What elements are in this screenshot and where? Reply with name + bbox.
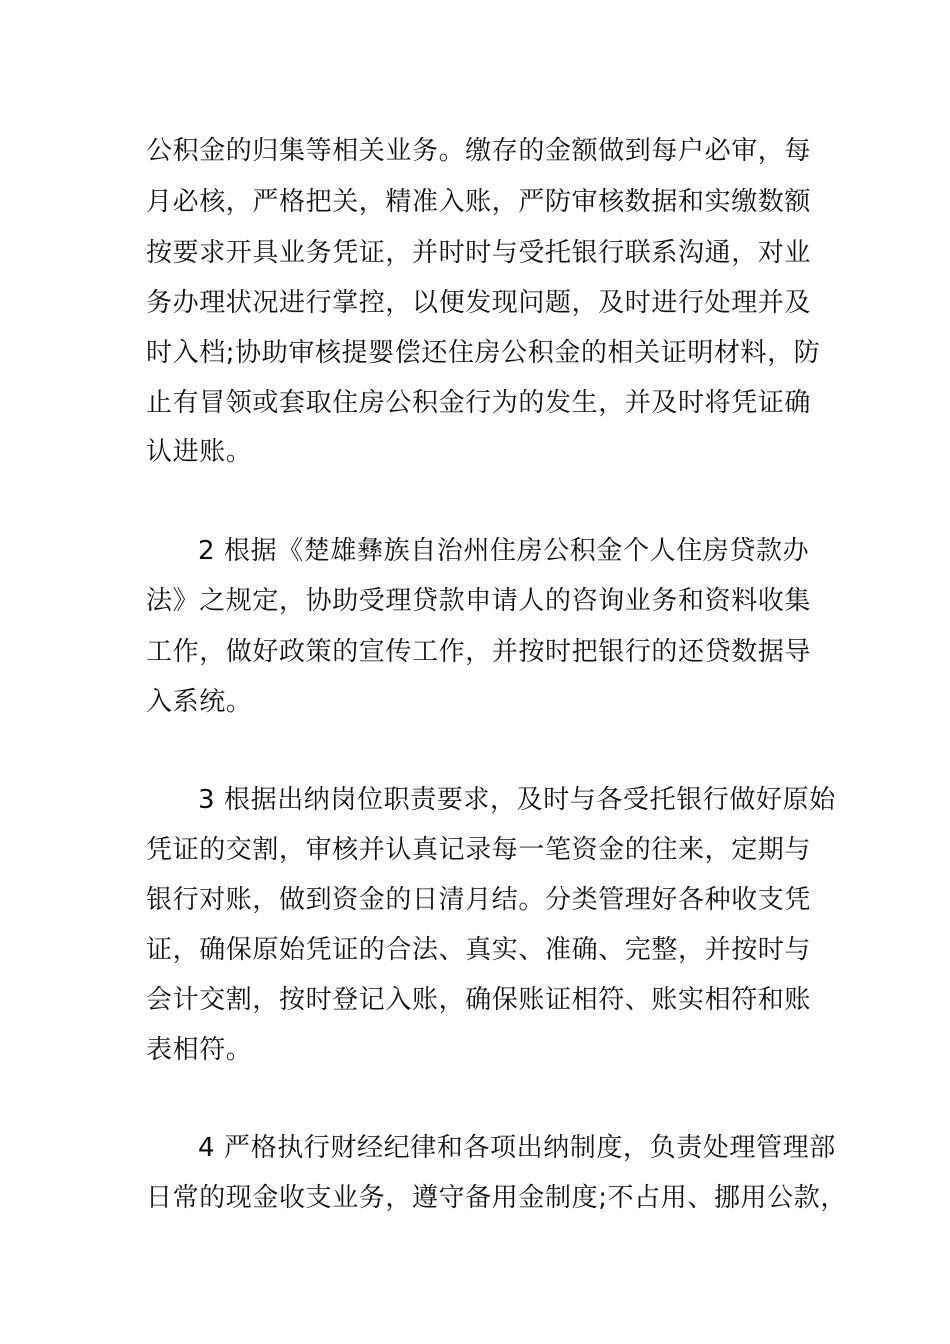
- text-line: 凭证的交割，审核并认真记录每一笔资金的往来，定期与: [146, 835, 812, 865]
- text-line: 时入档;协助审核提婴偿还住房公积金的相关证明材料，防: [146, 338, 821, 368]
- text-line: 务办理状况进行掌控，以便发现问题，及时进行处理并及: [146, 288, 812, 318]
- text-line: 认进账。: [146, 437, 253, 467]
- text-line: 证，确保原始凭证的合法、真实、准确、完整，并按时与: [146, 935, 812, 965]
- text-line: 工作，做好政策的宣传工作，并按时把银行的还贷数据导: [146, 637, 812, 667]
- text-line: 3 根据出纳岗位职责要求，及时与各受托银行做好原始: [198, 785, 836, 815]
- text-line: 月必核，严格把关，精准入账，严防审核数据和实缴数额: [146, 187, 812, 217]
- text-line: 4 严格执行财经纪律和各项出纳制度，负责处理管理部: [198, 1133, 836, 1163]
- text-line: 2 根据《楚雄彝族自治州住房公积金个人住房贷款办: [198, 536, 810, 566]
- text-line: 表相符。: [146, 1035, 253, 1065]
- text-line: 按要求开具业务凭证，并时时与受托银行联系沟通，对业: [146, 238, 812, 268]
- text-line: 公积金的归集等相关业务。缴存的金额做到每户必审，每: [146, 136, 812, 166]
- text-line: 法》之规定，协助受理贷款申请人的咨询业务和资料收集: [146, 586, 812, 616]
- text-line: 入系统。: [146, 687, 253, 717]
- text-line: 止有冒领或套取住房公积金行为的发生，并及时将凭证确: [146, 388, 812, 418]
- text-line: 银行对账，做到资金的日清月结。分类管理好各种收支凭: [146, 885, 812, 915]
- text-line: 会计交割，按时登记入账，确保账证相符、账实相符和账: [146, 985, 812, 1015]
- text-line: 日常的现金收支业务，遵守备用金制度;不占用、挪用公款，: [146, 1183, 847, 1213]
